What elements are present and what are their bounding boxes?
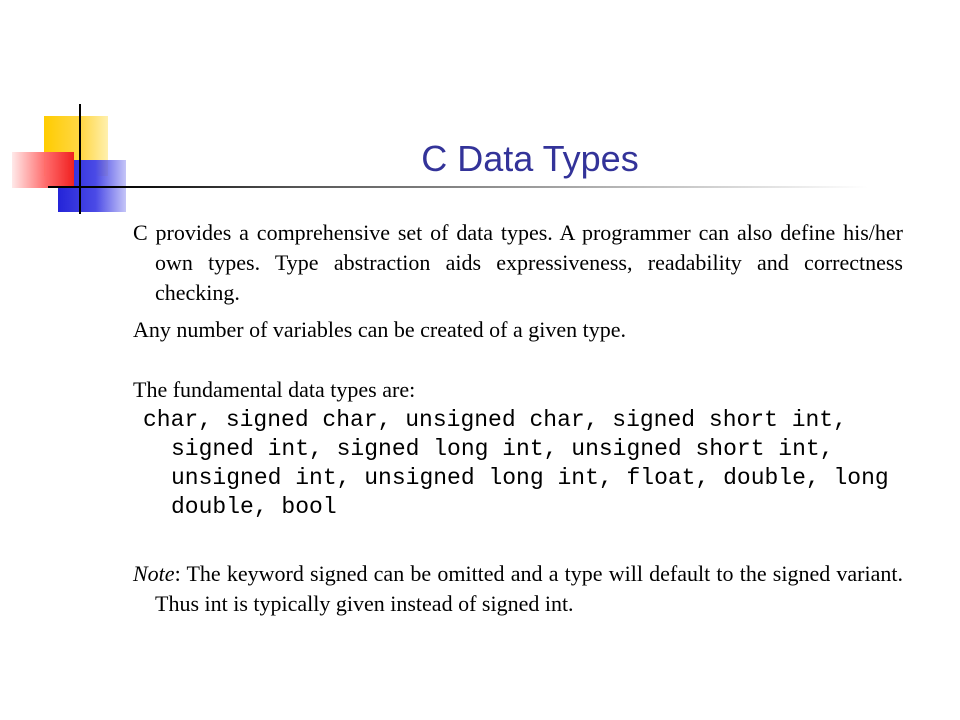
logo-vertical-line — [79, 104, 81, 214]
variables-paragraph: Any number of variables can be created of a given type. — [133, 317, 626, 342]
corner-logo-graphic — [0, 0, 180, 230]
type-list-code: char, signed char, unsigned char, signed short int, signed int, signed long int, unsigned short int, unsigned int, unsigned long int, float, double, long double, bool — [143, 407, 889, 520]
slide-body — [133, 218, 903, 619]
note-text: : The keyword signed can be omitted and a type will default to the signed variant. Thus int is typically given instead of signed int. — [155, 561, 903, 616]
intro-paragraph: C provides a comprehensive set of data types. A programmer can also define his/her own types. Type abstraction aids expressiveness, readability and correctness checking. — [133, 220, 903, 305]
note-paragraph — [133, 559, 903, 619]
title-underline-rule — [48, 186, 868, 188]
fundamental-heading: The fundamental data types are: — [133, 377, 416, 402]
note-label: Note — [133, 561, 175, 586]
logo-red-square — [12, 152, 74, 188]
slide-title: C Data Types — [421, 138, 639, 179]
